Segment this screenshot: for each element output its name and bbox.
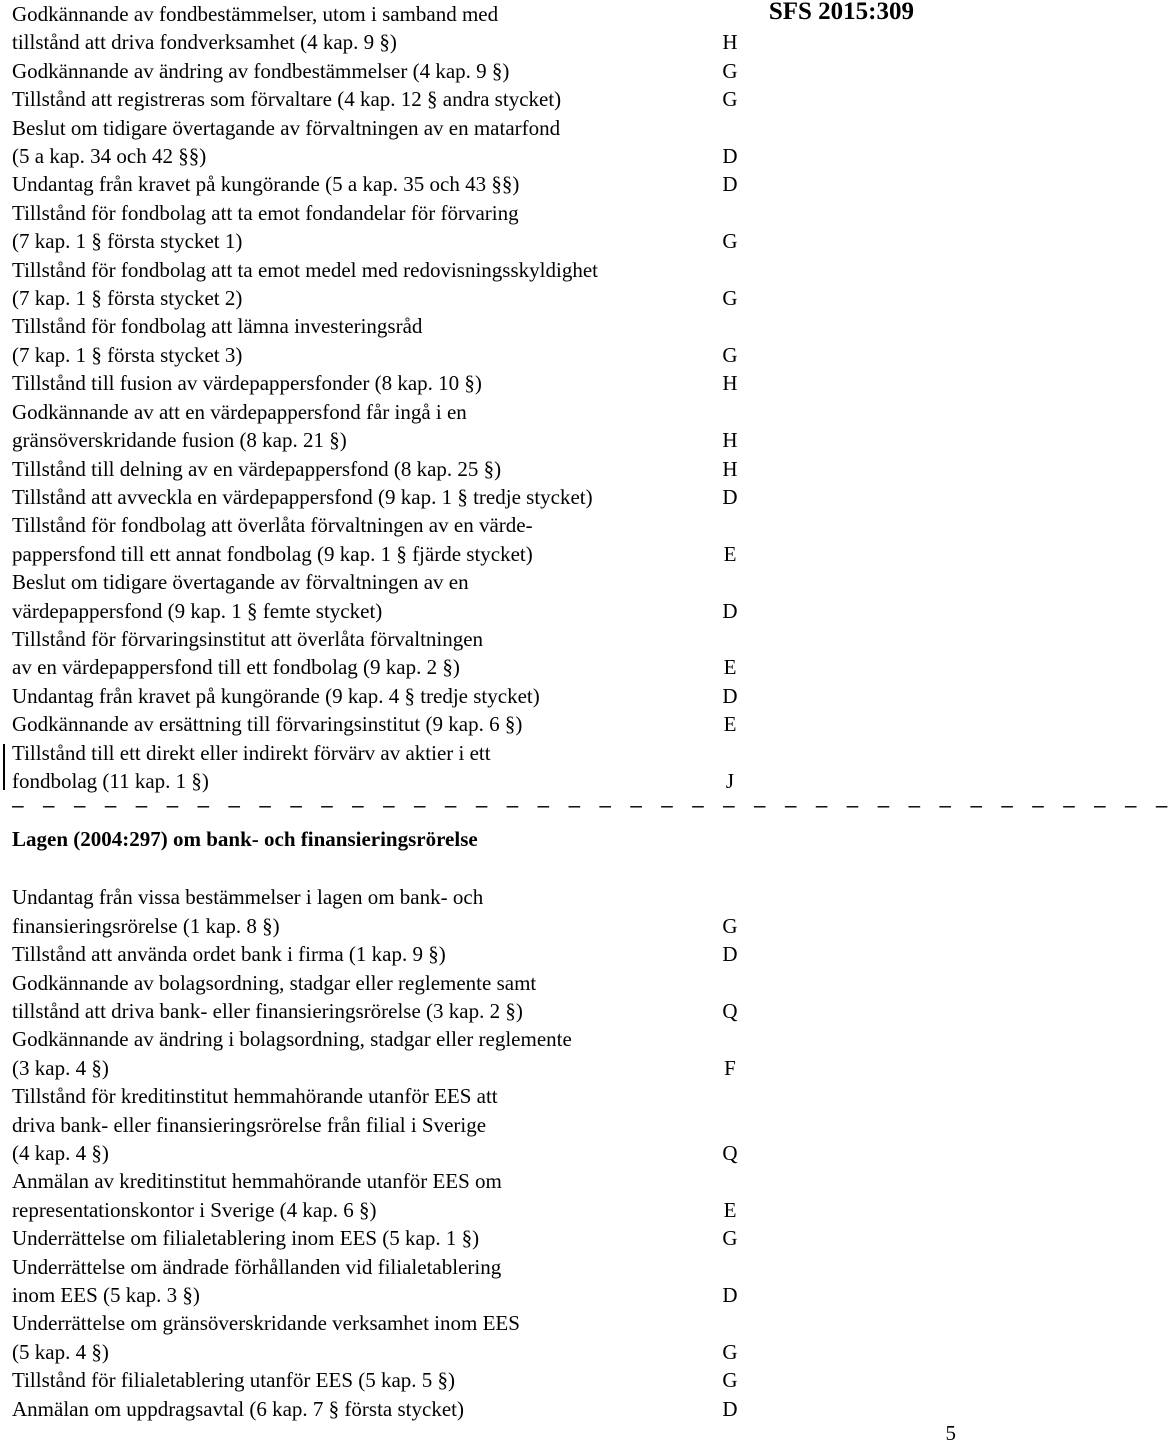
description-line: Tillstånd för filialetablering utanför EES (5 kap. 5 §) — [12, 1368, 456, 1393]
section-title: Lagen (2004:297) om bank- och finansieringsrörelse — [12, 827, 478, 852]
decision-description — [12, 739, 710, 796]
fee-class: G — [722, 1339, 738, 1364]
decision-description — [12, 625, 710, 682]
description-line: Tillstånd att avveckla en värdepappersfond (9 kap. 1 § tredje stycket) — [12, 484, 593, 509]
decision-entry — [12, 1224, 750, 1252]
decision-description — [12, 682, 710, 710]
description-line: Godkännande av ersättning till förvaringsinstitut (9 kap. 6 §) — [12, 712, 523, 737]
description-line: Tillstånd till delning av en värdepappersfond (8 kap. 25 §) — [12, 456, 502, 481]
decision-description — [12, 0, 710, 57]
description-line: Godkännande av fondbestämmelser, utom i samband med — [12, 2, 499, 26]
decision-entry — [12, 1395, 750, 1423]
decision-description — [12, 455, 710, 483]
decision-description — [12, 199, 710, 256]
description-line: (7 kap. 1 § första stycket 1) — [12, 229, 243, 254]
fee-class: D — [722, 1283, 738, 1308]
decision-entry — [12, 940, 750, 968]
decision-description — [12, 940, 710, 968]
decision-description — [12, 369, 710, 397]
decision-entry — [12, 739, 750, 796]
decision-entry — [12, 0, 750, 57]
fee-class: G — [722, 1226, 738, 1251]
sfs-number: SFS 2015:309 — [768, 0, 914, 25]
description-line: Tillstånd till fusion av värdepappersfonder (8 kap. 10 §) — [12, 371, 482, 396]
decision-entry — [12, 1167, 750, 1224]
fee-class: H — [722, 428, 738, 453]
description-line: Godkännande av ändring av fondbestämmelser (4 kap. 9 §) — [12, 58, 510, 83]
fee-class: G — [722, 913, 738, 938]
decision-entry — [12, 969, 750, 1026]
fee-class: H — [722, 456, 738, 481]
decision-description — [12, 312, 710, 369]
description-line: Tillstånd för fondbolag att ta emot fondandelar för förvaring — [12, 200, 519, 225]
fee-class: G — [722, 58, 738, 83]
decision-entry — [12, 199, 750, 256]
description-line: fondbolag (11 kap. 1 §) — [12, 768, 209, 793]
description-line: (5 a kap. 34 och 42 §§) — [12, 144, 207, 169]
fee-class: G — [722, 286, 738, 311]
fee-class: J — [725, 768, 735, 793]
decision-description — [12, 1025, 710, 1082]
decision-entry — [12, 114, 750, 171]
decision-description — [12, 256, 710, 313]
description-line: Tillstånd till ett direkt eller indirekt förvärv av aktier i ett — [12, 740, 491, 765]
description-line: Tillstånd för förvaringsinstitut att överlåta förvaltningen — [12, 626, 484, 651]
decision-description — [12, 969, 710, 1026]
decision-entry — [12, 455, 750, 483]
description-line: Undantag från kravet på kungörande (9 kap. 4 § tredje stycket) — [12, 683, 540, 708]
decision-entry — [12, 1082, 750, 1167]
description-line: pappersfond till ett annat fondbolag (9 kap. 1 § fjärde stycket) — [12, 541, 533, 566]
fee-class: H — [722, 371, 738, 396]
decision-description — [12, 1224, 710, 1252]
decision-description — [12, 1253, 710, 1310]
description-line: Beslut om tidigare övertagande av förvaltningen av en — [12, 570, 469, 595]
decision-entry — [12, 568, 750, 625]
fee-class: D — [722, 598, 738, 623]
decision-entry — [12, 57, 750, 85]
decision-description — [12, 1395, 710, 1423]
description-line: Godkännande av att en värdepappersfond får ingå i en — [12, 399, 467, 424]
fee-class: D — [722, 942, 738, 967]
decision-description — [12, 398, 710, 455]
decision-entry — [12, 312, 750, 369]
description-line: Underrättelse om filialetablering inom EES (5 kap. 1 §) — [12, 1226, 480, 1251]
description-line: (7 kap. 1 § första stycket 2) — [12, 286, 243, 311]
decision-entry — [12, 1025, 750, 1082]
decision-entry — [12, 483, 750, 511]
description-line: (7 kap. 1 § första stycket 3) — [12, 342, 243, 367]
description-line: finansieringsrörelse (1 kap. 8 §) — [12, 913, 280, 938]
description-line: Tillstånd för fondbolag att överlåta förvaltningen av en värde- — [12, 513, 533, 538]
decision-entry — [12, 883, 750, 940]
description-line: Anmälan av kreditinstitut hemmahörande utanför EES om — [12, 1169, 502, 1194]
description-line: inom EES (5 kap. 3 §) — [12, 1283, 200, 1308]
decision-description — [12, 483, 710, 511]
decision-description — [12, 85, 710, 113]
decision-entry — [12, 1253, 750, 1310]
description-line: (3 kap. 4 §) — [12, 1055, 109, 1080]
fee-class: E — [723, 655, 737, 680]
description-line: Undantag från kravet på kungörande (5 a kap. 35 och 43 §§) — [12, 172, 520, 197]
description-line: Tillstånd för fondbolag att ta emot medel med redovisningsskyldighet — [12, 257, 598, 282]
decision-description — [12, 1366, 710, 1394]
fee-class: G — [722, 229, 738, 254]
description-line: Tillstånd att registreras som förvaltare (4 kap. 12 § andra stycket) — [12, 87, 562, 112]
decision-description — [12, 1309, 710, 1366]
description-line: (4 kap. 4 §) — [12, 1141, 109, 1166]
section-bank-decisions — [12, 883, 750, 1423]
decision-description — [12, 170, 710, 198]
fee-class: D — [722, 144, 738, 169]
description-line: av en värdepappersfond till ett fondbolag (9 kap. 2 §) — [12, 655, 460, 680]
decision-entry — [12, 1309, 750, 1366]
description-line: tillstånd att driva fondverksamhet (4 kap. 9 §) — [12, 30, 397, 55]
description-line: driva bank- eller finansieringsrörelse från filial i Sverige — [12, 1112, 487, 1137]
description-line: värdepappersfond (9 kap. 1 § femte stycket) — [12, 598, 383, 623]
description-line: Tillstånd för fondbolag att lämna investeringsråd — [12, 314, 423, 339]
decision-description — [12, 57, 710, 85]
decision-entry — [12, 85, 750, 113]
decision-description — [12, 114, 710, 171]
description-line: Anmälan om uppdragsavtal (6 kap. 7 § första stycket) — [12, 1396, 464, 1421]
page-number: 5 — [945, 1421, 956, 1445]
decision-entry — [12, 369, 750, 397]
description-line: Beslut om tidigare övertagande av förvaltningen av en matarfond — [12, 115, 561, 140]
fee-class: D — [722, 484, 738, 509]
decision-description — [12, 511, 710, 568]
fee-class: G — [722, 342, 738, 367]
fee-class: F — [724, 1055, 736, 1080]
description-line: tillstånd att driva bank- eller finansieringsrörelse (3 kap. 2 §) — [12, 999, 523, 1023]
description-line: gränsöverskridande fusion (8 kap. 21 §) — [12, 428, 347, 453]
description-line: Tillstånd att använda ordet bank i firma (1 kap. 9 §) — [12, 942, 446, 967]
fee-class: D — [722, 1396, 738, 1421]
decision-entry — [12, 682, 750, 710]
decision-entry — [12, 511, 750, 568]
fee-class: G — [722, 1368, 738, 1393]
description-line: Tillstånd för kreditinstitut hemmahörande utanför EES att — [12, 1084, 498, 1109]
description-line: Undantag från vissa bestämmelser i lagen om bank- och — [12, 885, 484, 910]
fee-class: Q — [722, 999, 738, 1023]
decision-description — [12, 568, 710, 625]
decision-entry — [12, 256, 750, 313]
description-line: representationskontor i Sverige (4 kap. 6 §) — [12, 1197, 377, 1222]
decision-entry — [12, 170, 750, 198]
section-divider: – – – – – – – – – – – – – – – – – – – – – – – – – – – – – – – – – – – – – – — [12, 794, 1174, 818]
fee-class: D — [722, 172, 738, 197]
decision-description — [12, 710, 710, 738]
fee-class: D — [722, 683, 738, 708]
fee-class: E — [723, 541, 737, 566]
decision-description — [12, 883, 710, 940]
decision-entry — [12, 625, 750, 682]
description-line: Godkännande av ändring i bolagsordning, stadgar eller reglemente — [12, 1027, 572, 1052]
fee-class: H — [722, 30, 738, 55]
description-line: Underrättelse om gränsöverskridande verksamhet inom EES — [12, 1311, 520, 1336]
description-line: Underrättelse om ändrade förhållanden vid filialetablering — [12, 1254, 502, 1279]
decision-entry — [12, 710, 750, 738]
description-line: (5 kap. 4 §) — [12, 1339, 109, 1364]
fee-class: G — [722, 87, 738, 112]
section-fund-decisions — [12, 0, 750, 795]
fee-class: Q — [722, 1141, 738, 1166]
change-bar — [3, 744, 5, 790]
decision-entry — [12, 398, 750, 455]
decision-description — [12, 1082, 710, 1167]
fee-class: E — [723, 712, 737, 737]
decision-description — [12, 1167, 710, 1224]
decision-entry — [12, 1366, 750, 1394]
description-line: Godkännande av bolagsordning, stadgar eller reglemente samt — [12, 970, 537, 995]
fee-class: E — [723, 1197, 737, 1222]
